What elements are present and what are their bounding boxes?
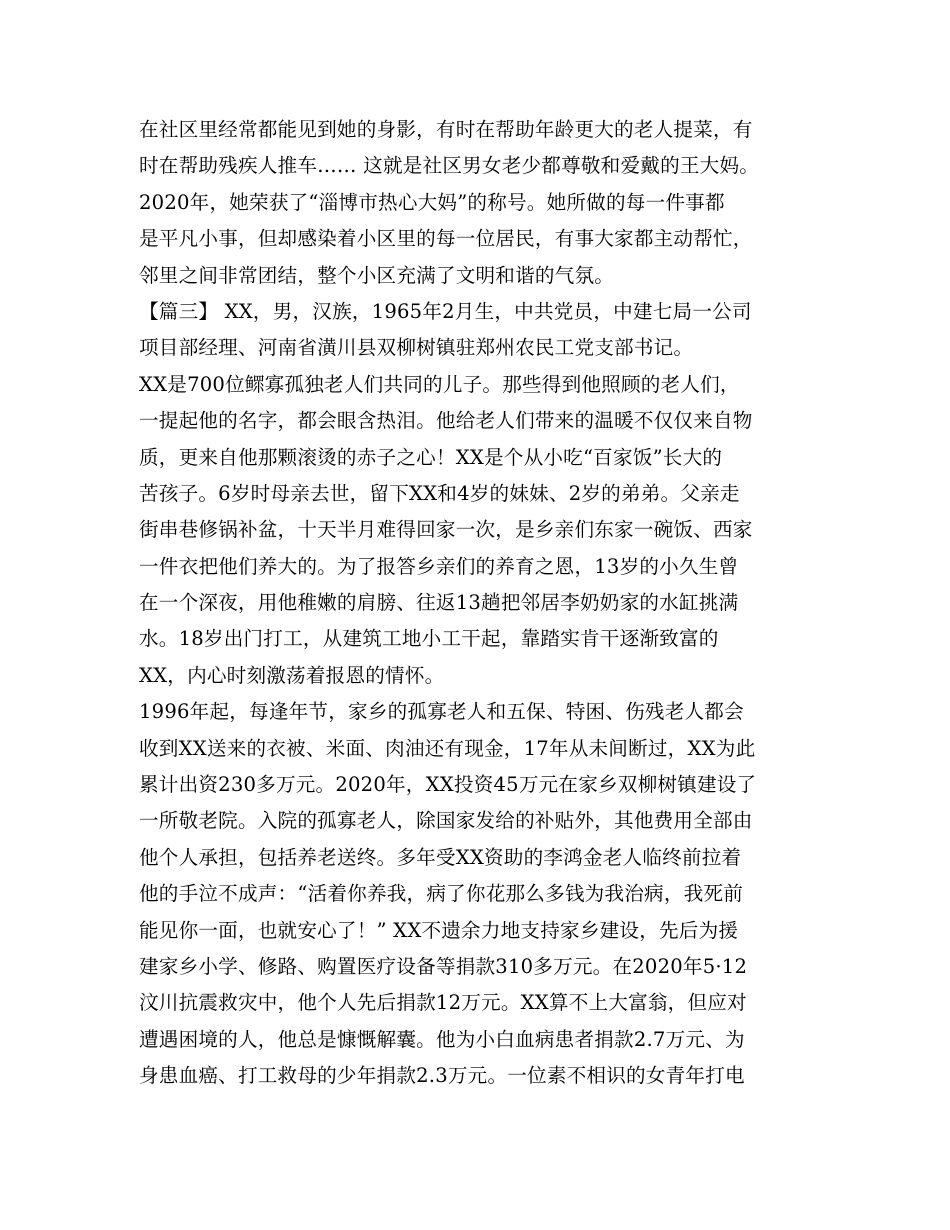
text-line: XX是700位鳏寡孤独老人们共同的儿子。那些得到他照顾的老人们， bbox=[139, 372, 740, 396]
text-line: 质，更来自他那颗滚烫的赤子之心！XX是个从小吃“百家饭”长大的 bbox=[139, 445, 723, 469]
text-line: 能见你一面，也就安心了！” XX不遗余力地支持家乡建设，先后为援 bbox=[139, 918, 739, 942]
body-text bbox=[139, 112, 829, 1095]
text-line: 在社区里经常都能见到她的身影，有时在帮助年龄更大的老人提菜，有 bbox=[139, 118, 753, 141]
text-line: 是平凡小事，但却感染着小区里的每一位居民，有事大家都主动帮忙， bbox=[139, 227, 753, 251]
text-line: 建家乡小学、修路、购置医疗设备等捐款310多万元。在2020年5·12 bbox=[139, 954, 748, 978]
text-line: 水。18岁出门打工，从建筑工地小工干起，靠踏实肯干逐渐致富的 bbox=[139, 627, 719, 651]
text-line: 一件衣把他们养大的。为了报答乡亲们的养育之恩，13岁的小久生曾 bbox=[139, 554, 739, 578]
text-line: 他个人承担，包括养老送终。多年受XX资助的李鸿金老人临终前拉着 bbox=[139, 845, 742, 869]
text-line: 一提起他的名字，都会眼含热泪。他给老人们带来的温暖不仅仅来自物 bbox=[139, 409, 753, 433]
text-line: 收到XX送来的衣被、米面、肉油还有现金，17年从未间断过，XX为此 bbox=[139, 736, 756, 760]
text-line: 在一个深夜，用他稚嫩的肩膀、往返13趟把邻居李奶奶家的水缸挑满 bbox=[139, 591, 739, 615]
text-line: 他的手泣不成声：“活着你养我，病了你花那么多钱为我治病，我死前 bbox=[139, 882, 744, 906]
text-line: XX，内心时刻激荡着报恩的情怀。 bbox=[139, 663, 445, 687]
text-line: 街串巷修锅补盆，十天半月难得回家一次，是乡亲们东家一碗饭、西家 bbox=[139, 518, 753, 542]
text-line: 项目部经理、河南省潢川县双柳树镇驻郑州农民工党支部书记。 bbox=[139, 336, 694, 360]
text-line: 1996年起，每逢年节，家乡的孤寡老人和五保、特困、伤残老人都会 bbox=[139, 700, 744, 724]
text-line: 时在帮助残疾人推车…… 这就是社区男女老少都尊敬和爱戴的王大妈。 bbox=[139, 154, 760, 178]
text-line: 2020年，她荣获了“淄博市热心大妈”的称号。她所做的每一件事都 bbox=[139, 190, 725, 214]
text-line: 身患血癌、打工救母的少年捐款2.3万元。一位素不相识的女青年打电 bbox=[139, 1064, 745, 1088]
text-line: 累计出资230多万元。2020年，XX投资45万元在家乡双柳树镇建设了 bbox=[139, 773, 757, 797]
text-line: 苦孩子。6岁时母亲去世，留下XX和4岁的妹妹、2岁的弟弟。父亲走 bbox=[139, 481, 740, 505]
text-line: 汶川抗震救灾中，他个人先后捐款12万元。XX算不上大富翁，但应对 bbox=[139, 991, 747, 1015]
text-line: 一所敬老院。入院的孤寡老人，除国家发给的补贴外，其他费用全部由 bbox=[139, 809, 753, 833]
section-heading-line: 【篇三】 XX，男，汉族，1965年2月生，中共党员，中建七局一公司 bbox=[139, 299, 752, 323]
text-line: 遭遇困境的人，他总是慷慨解囊。他为小白血病患者捐款2.7万元、为 bbox=[139, 1027, 745, 1051]
text-line: 邻里之间非常团结，整个小区充满了文明和谐的气氛。 bbox=[139, 263, 615, 287]
